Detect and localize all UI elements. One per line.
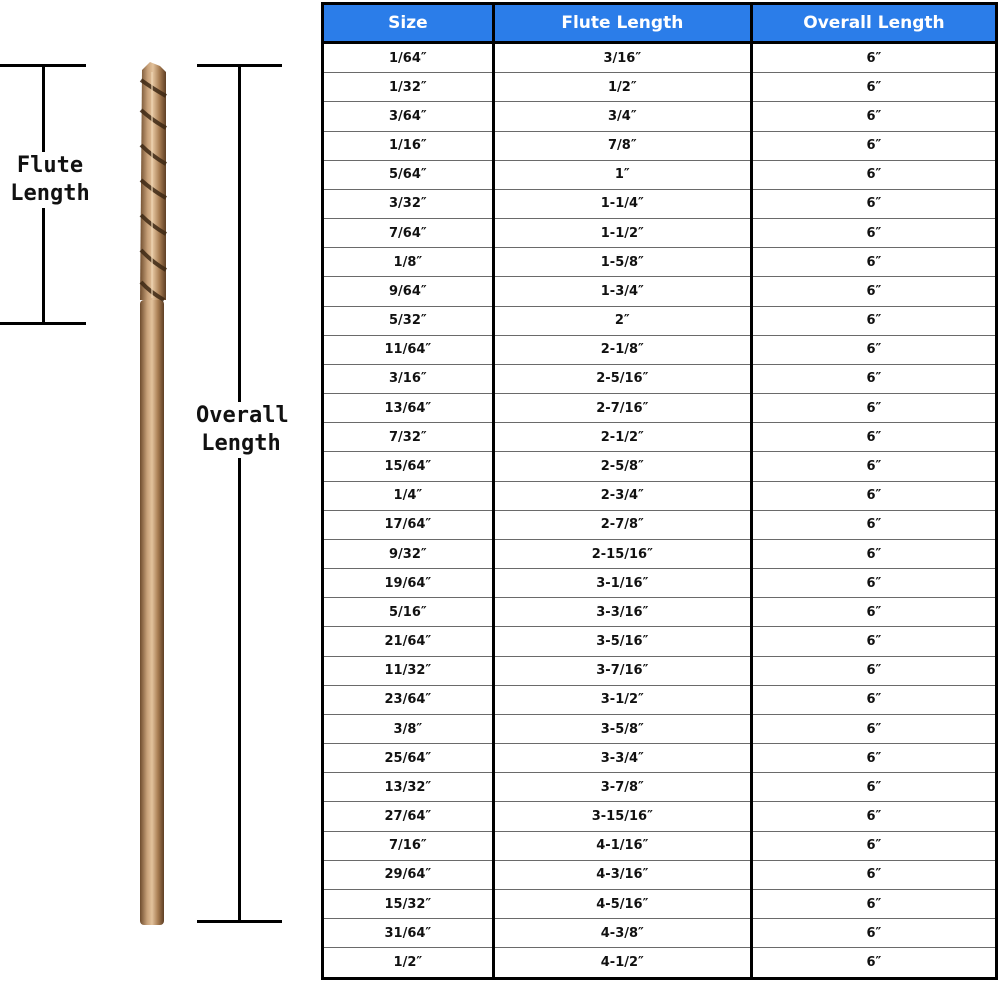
cell-overall-length: 6″ xyxy=(751,627,996,656)
flute-label-line2: Length xyxy=(10,181,90,206)
table-row xyxy=(323,189,997,218)
table-row xyxy=(323,831,997,860)
cell-overall-length: 6″ xyxy=(751,598,996,627)
table-row xyxy=(323,423,997,452)
cell-flute-length: 3-7/8″ xyxy=(493,773,751,802)
cell-flute-length: 3/4″ xyxy=(493,102,751,131)
cell-size: 11/64″ xyxy=(323,335,494,364)
cell-flute-length: 2-7/16″ xyxy=(493,394,751,423)
table-row xyxy=(323,248,997,277)
cell-flute-length: 1-5/8″ xyxy=(493,248,751,277)
table-row xyxy=(323,919,997,948)
table-row xyxy=(323,481,997,510)
cell-size: 3/32″ xyxy=(323,189,494,218)
table-row xyxy=(323,335,997,364)
cell-size: 7/16″ xyxy=(323,831,494,860)
header-overall-length: Overall Length xyxy=(751,4,996,43)
table-row xyxy=(323,714,997,743)
cell-size: 29/64″ xyxy=(323,860,494,889)
table-row xyxy=(323,685,997,714)
cell-overall-length: 6″ xyxy=(751,394,996,423)
cell-size: 5/32″ xyxy=(323,306,494,335)
cell-overall-length: 6″ xyxy=(751,102,996,131)
table-row xyxy=(323,860,997,889)
table-row xyxy=(323,306,997,335)
cell-overall-length: 6″ xyxy=(751,248,996,277)
cell-overall-length: 6″ xyxy=(751,219,996,248)
cell-flute-length: 3-3/4″ xyxy=(493,744,751,773)
table-row xyxy=(323,627,997,656)
cell-flute-length: 3-1/16″ xyxy=(493,569,751,598)
cell-overall-length: 6″ xyxy=(751,773,996,802)
cell-size: 1/16″ xyxy=(323,131,494,160)
cell-flute-length: 7/8″ xyxy=(493,131,751,160)
cell-size: 27/64″ xyxy=(323,802,494,831)
cell-size: 1/4″ xyxy=(323,481,494,510)
cell-overall-length: 6″ xyxy=(751,364,996,393)
cell-size: 13/64″ xyxy=(323,394,494,423)
cell-size: 25/64″ xyxy=(323,744,494,773)
cell-size: 7/32″ xyxy=(323,423,494,452)
cell-overall-length: 6″ xyxy=(751,277,996,306)
cell-size: 31/64″ xyxy=(323,919,494,948)
cell-flute-length: 2-1/8″ xyxy=(493,335,751,364)
flute-label-line1: Flute xyxy=(16,153,84,178)
table-row xyxy=(323,948,997,979)
cell-overall-length: 6″ xyxy=(751,539,996,568)
cell-flute-length: 1″ xyxy=(493,160,751,189)
cell-overall-length: 6″ xyxy=(751,189,996,218)
table-row xyxy=(323,277,997,306)
cell-size: 1/2″ xyxy=(323,948,494,979)
cell-flute-length: 2-7/8″ xyxy=(493,510,751,539)
table-row xyxy=(323,43,997,73)
table-row xyxy=(323,890,997,919)
cell-overall-length: 6″ xyxy=(751,890,996,919)
table-header-row xyxy=(323,4,997,43)
cell-size: 7/64″ xyxy=(323,219,494,248)
table-row xyxy=(323,131,997,160)
cell-overall-length: 6″ xyxy=(751,452,996,481)
table-row xyxy=(323,102,997,131)
cell-flute-length: 1-3/4″ xyxy=(493,277,751,306)
cell-flute-length: 4-3/16″ xyxy=(493,860,751,889)
table-row xyxy=(323,744,997,773)
cell-overall-length: 6″ xyxy=(751,744,996,773)
overall-length-label xyxy=(196,402,289,458)
cell-size: 1/8″ xyxy=(323,248,494,277)
cell-flute-length: 4-3/8″ xyxy=(493,919,751,948)
table-row xyxy=(323,160,997,189)
overall-label-line2: Length xyxy=(201,431,281,456)
cell-flute-length: 2″ xyxy=(493,306,751,335)
cell-size: 21/64″ xyxy=(323,627,494,656)
cell-overall-length: 6″ xyxy=(751,569,996,598)
cell-overall-length: 6″ xyxy=(751,423,996,452)
cell-flute-length: 3-5/8″ xyxy=(493,714,751,743)
cell-size: 5/16″ xyxy=(323,598,494,627)
table-row xyxy=(323,219,997,248)
cell-overall-length: 6″ xyxy=(751,948,996,979)
table-row xyxy=(323,364,997,393)
cell-overall-length: 6″ xyxy=(751,131,996,160)
cell-flute-length: 4-5/16″ xyxy=(493,890,751,919)
table-row xyxy=(323,569,997,598)
cell-size: 5/64″ xyxy=(323,160,494,189)
overall-dimension-line xyxy=(238,64,241,923)
cell-flute-length: 4-1/2″ xyxy=(493,948,751,979)
cell-flute-length: 2-3/4″ xyxy=(493,481,751,510)
cell-size: 15/32″ xyxy=(323,890,494,919)
cell-size: 1/32″ xyxy=(323,73,494,102)
cell-size: 9/32″ xyxy=(323,539,494,568)
table-body xyxy=(323,43,997,979)
cell-size: 1/64″ xyxy=(323,43,494,73)
cell-size: 17/64″ xyxy=(323,510,494,539)
drill-spec-table xyxy=(321,2,998,980)
header-flute-length: Flute Length xyxy=(493,4,751,43)
table-row xyxy=(323,510,997,539)
cell-overall-length: 6″ xyxy=(751,481,996,510)
table-row xyxy=(323,802,997,831)
cell-overall-length: 6″ xyxy=(751,919,996,948)
cell-flute-length: 2-1/2″ xyxy=(493,423,751,452)
cell-overall-length: 6″ xyxy=(751,860,996,889)
cell-size: 19/64″ xyxy=(323,569,494,598)
cell-overall-length: 6″ xyxy=(751,685,996,714)
cell-overall-length: 6″ xyxy=(751,73,996,102)
drill-bit-image xyxy=(0,0,200,983)
cell-overall-length: 6″ xyxy=(751,160,996,189)
cell-flute-length: 3-3/16″ xyxy=(493,598,751,627)
cell-size: 3/64″ xyxy=(323,102,494,131)
cell-overall-length: 6″ xyxy=(751,831,996,860)
overall-label-line1: Overall xyxy=(196,403,289,428)
cell-overall-length: 6″ xyxy=(751,306,996,335)
cell-overall-length: 6″ xyxy=(751,656,996,685)
header-size: Size xyxy=(323,4,494,43)
table-row xyxy=(323,394,997,423)
cell-overall-length: 6″ xyxy=(751,335,996,364)
cell-flute-length: 3-15/16″ xyxy=(493,802,751,831)
table-row xyxy=(323,452,997,481)
cell-overall-length: 6″ xyxy=(751,802,996,831)
cell-size: 3/16″ xyxy=(323,364,494,393)
cell-overall-length: 6″ xyxy=(751,43,996,73)
cell-flute-length: 1-1/2″ xyxy=(493,219,751,248)
cell-size: 11/32″ xyxy=(323,656,494,685)
table-row xyxy=(323,656,997,685)
cell-flute-length: 3-1/2″ xyxy=(493,685,751,714)
cell-flute-length: 1-1/4″ xyxy=(493,189,751,218)
cell-flute-length: 2-15/16″ xyxy=(493,539,751,568)
cell-flute-length: 3/16″ xyxy=(493,43,751,73)
cell-size: 13/32″ xyxy=(323,773,494,802)
cell-size: 9/64″ xyxy=(323,277,494,306)
table-row xyxy=(323,598,997,627)
cell-flute-length: 2-5/16″ xyxy=(493,364,751,393)
table-row xyxy=(323,539,997,568)
cell-flute-length: 4-1/16″ xyxy=(493,831,751,860)
cell-overall-length: 6″ xyxy=(751,510,996,539)
cell-size: 3/8″ xyxy=(323,714,494,743)
drill-shank xyxy=(140,300,164,925)
cell-flute-length: 3-5/16″ xyxy=(493,627,751,656)
cell-overall-length: 6″ xyxy=(751,714,996,743)
table-row xyxy=(323,773,997,802)
cell-flute-length: 3-7/16″ xyxy=(493,656,751,685)
cell-size: 15/64″ xyxy=(323,452,494,481)
cell-size: 23/64″ xyxy=(323,685,494,714)
cell-flute-length: 2-5/8″ xyxy=(493,452,751,481)
table-row xyxy=(323,73,997,102)
cell-flute-length: 1/2″ xyxy=(493,73,751,102)
